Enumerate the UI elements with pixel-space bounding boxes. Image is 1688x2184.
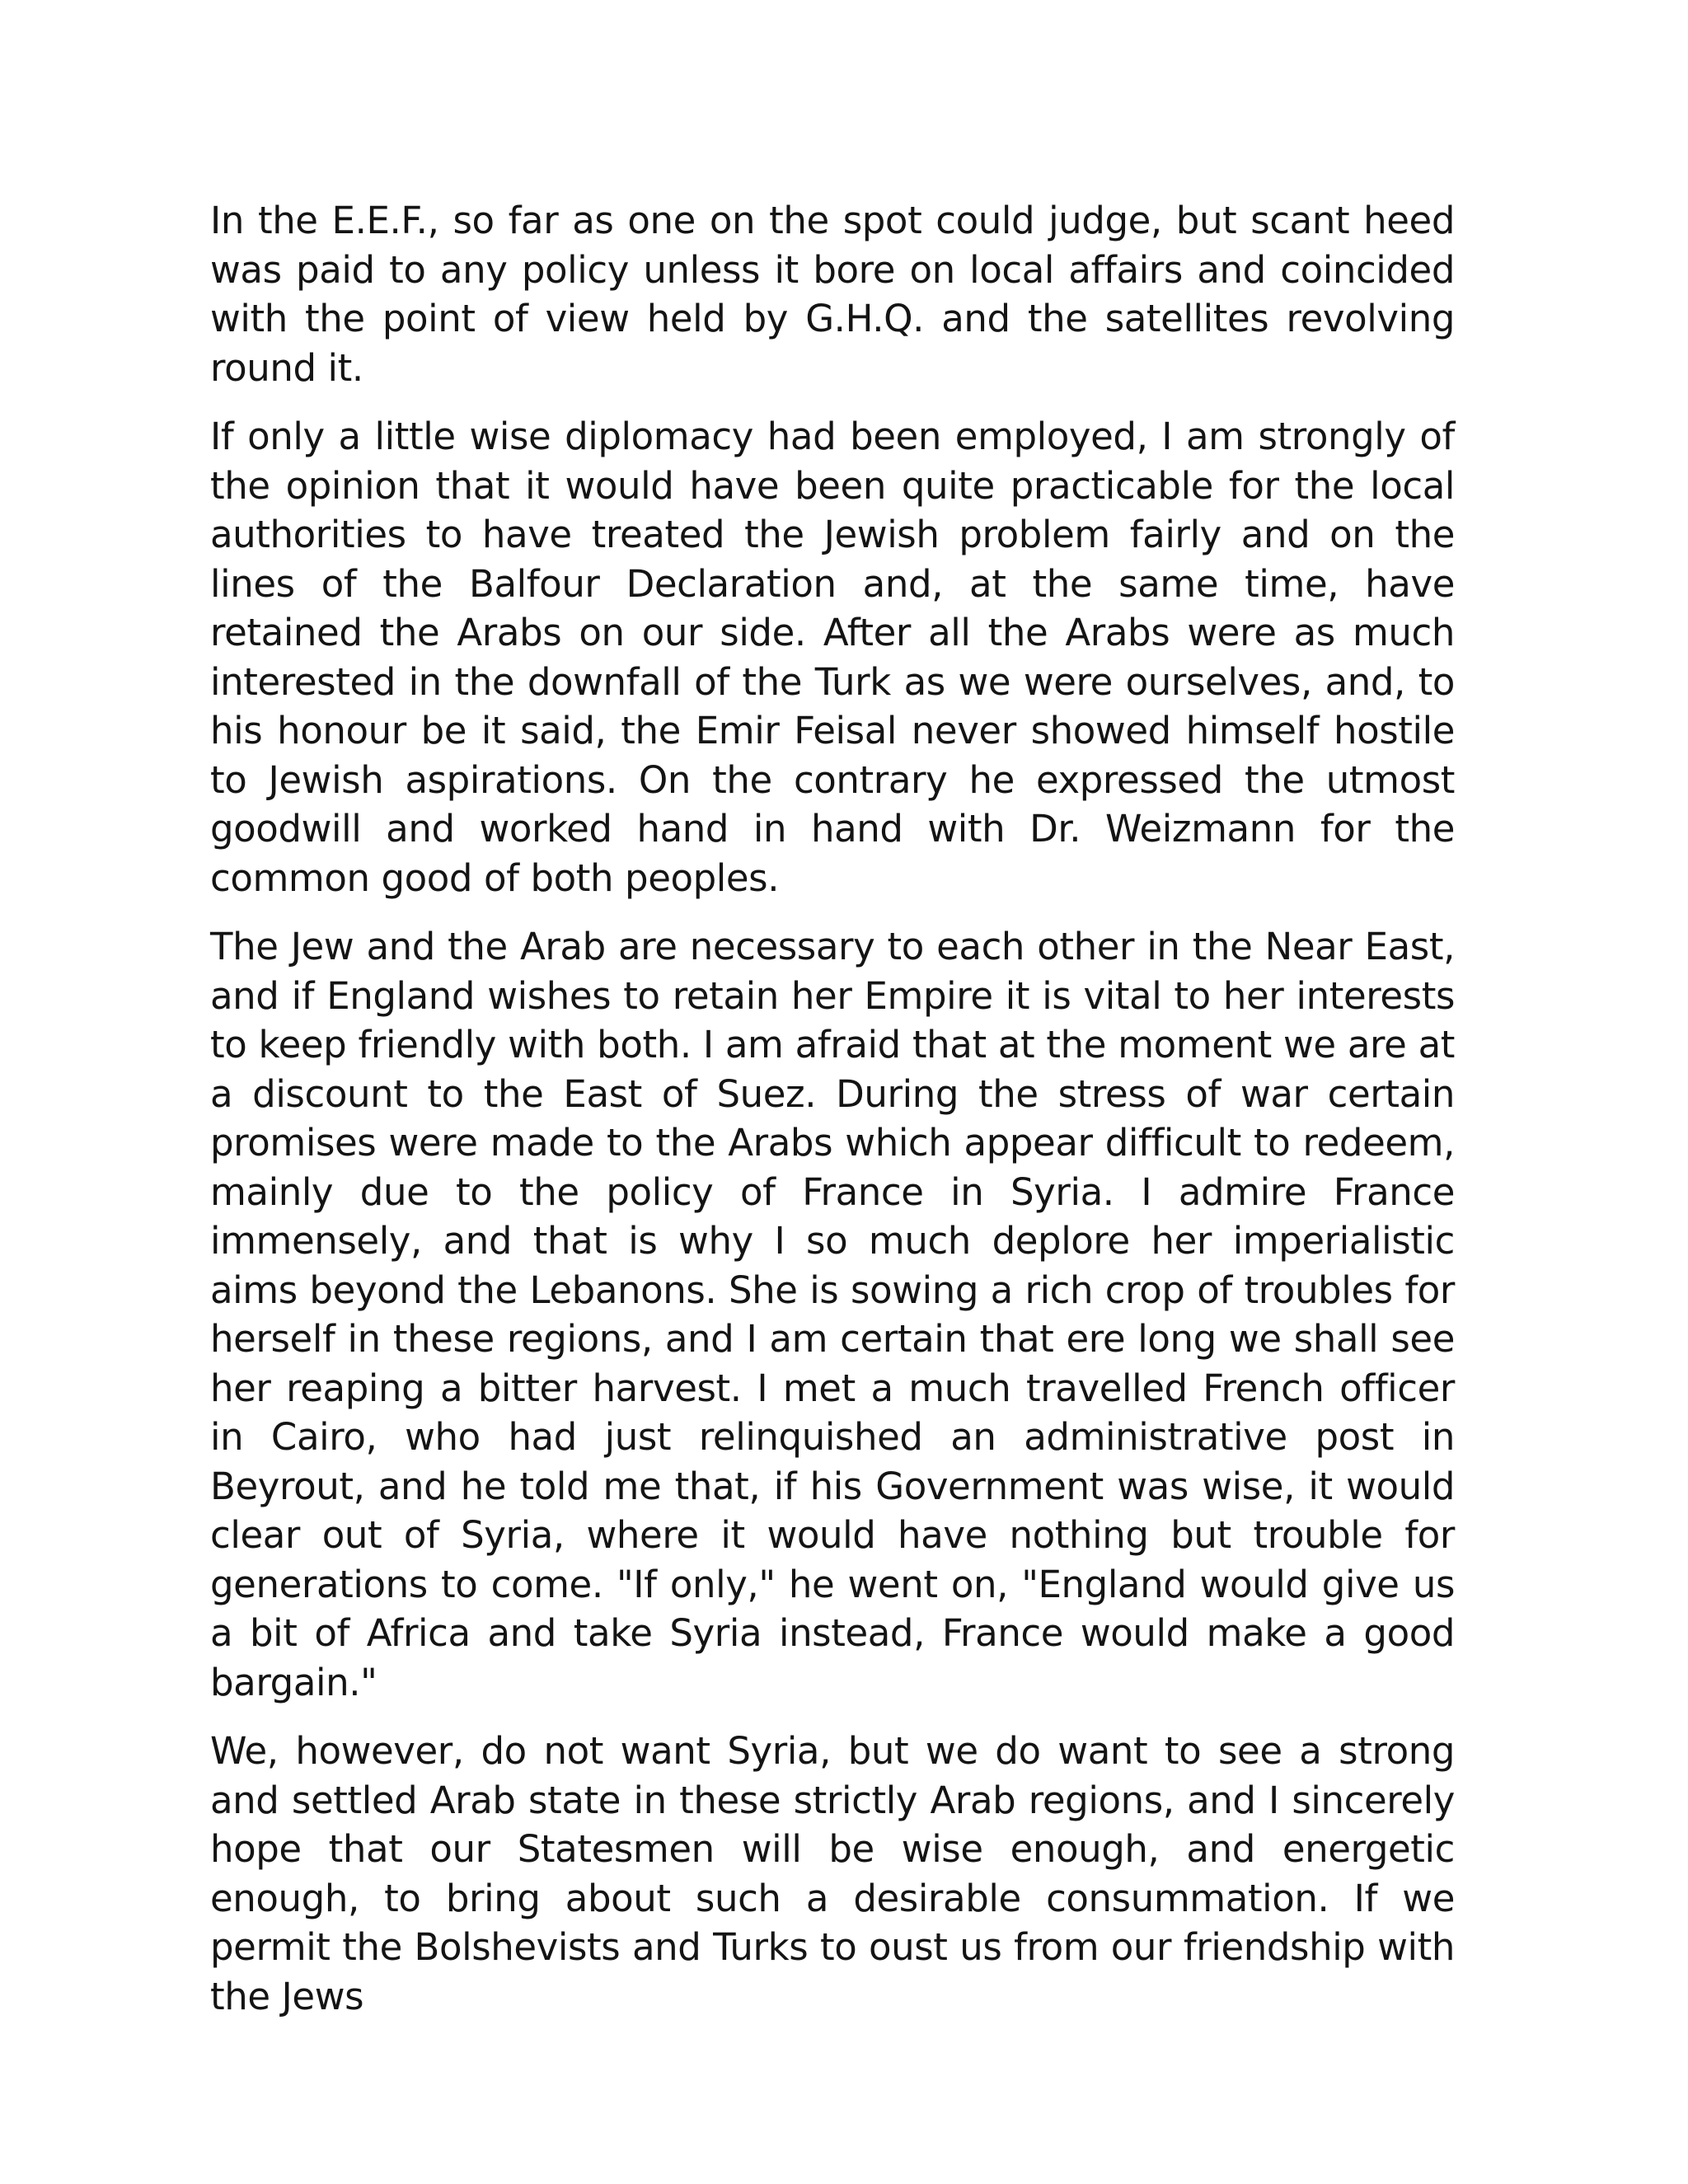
paragraph-2: If only a little wise diplomacy had been employed, I am strongly of the opinion that it would have been quite practicable for the local authorities to have treated the Jewish problem fairly and on the lines of the Balfour Declaration and, at the same time, have retained the Arabs on our side. After all the Arabs were as much interested in the downfall of the Turk as we were ourselves, and, to his honour be it said, the Emir Feisal never showed himself hostile to Jewish aspirations. On the contrary he expressed the utmost goodwill and worked hand in hand with Dr. Weizmann for the common good of both peoples. (210, 415, 1455, 900)
paragraph-3: The Jew and the Arab are necessary to each other in the Near East, and if England wishes to retain her Empire it is vital to her interests to keep friendly with both. I am afraid that at the moment we are at a discount to the East of Suez. During the stress of war certain promises were made to the Arabs which appear difficult to redeem, mainly due to the policy of France in Syria. I admire France immensely, and that is why I so much deplore her imperialistic aims beyond the Lebanons. She is sowing a rich crop of troubles for herself in these regions, and I am certain that ere long we shall see her reaping a bitter harvest. I met a much travelled French officer in Cairo, who had just relinquished an administrative post in Beyrout, and he told me that, if his Government was wise, it would clear out of Syria, where it would have nothing but trouble for generations to come. "If only," he went on, "England would give us a bit of Africa and take Syria instead, France would make a good bargain." (210, 925, 1455, 1704)
body-text (210, 196, 1455, 2021)
paragraph-1: In the E.E.F., so far as one on the spot could judge, but scant heed was paid to any policy unless it bore on local affairs and coincided with the point of view held by G.H.Q. and the satellites revolving round it. (210, 199, 1455, 390)
paragraph-4: We, however, do not want Syria, but we do want to see a strong and settled Arab state in these strictly Arab regions, and I sincerely hope that our Statesmen will be wise enough, and energetic enough, to bring about such a desirable consummation. If we permit the Bolshevists and Turks to oust us from our friendship with the Jews (210, 1729, 1455, 2018)
